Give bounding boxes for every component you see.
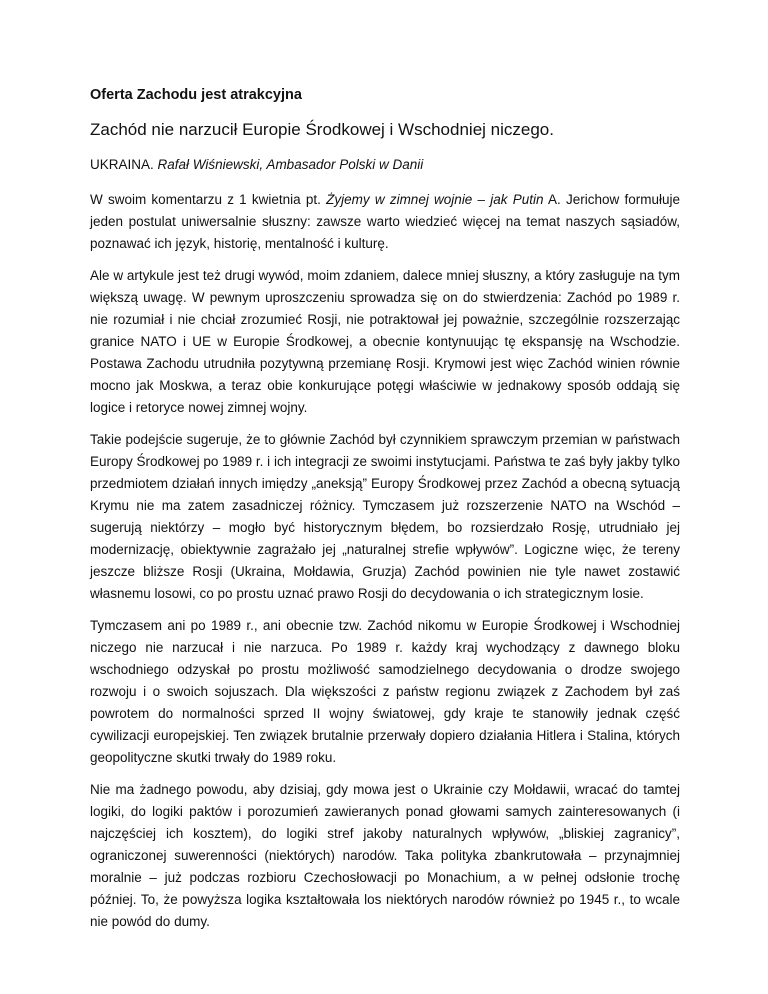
article-heading: Oferta Zachodu jest atrakcyjna bbox=[90, 87, 302, 103]
cited-article-title: Żyjemy w zimnej wojnie – jak Putin bbox=[326, 192, 544, 207]
byline bbox=[90, 155, 680, 175]
article bbox=[90, 85, 680, 943]
paragraph-4: Tymczasem ani po 1989 r., ani obecnie tzw. Zachód nikomu w Europie Środkowej i Wschodniej niczego nie narzucał i nie narzuca. Po 1989 r. każdy kraj wychodzący z dawnego bloku wschodniego odzyskał po prostu możliwość samodzielnego decydowania o drodze swojego rozwoju i o swoich sojuszach. Dla większości z państw regionu związek z Zachodem był zaś powrotem do normalności sprzed II wojny światowej, gdy kraje te stanowiły jednak część cywilizacji europejskiej. Ten związek brutalnie przerwały dopiero działania Hitlera i Stalina, których geopolityczne skutki trwały do 1989 roku. bbox=[90, 618, 680, 765]
byline-author: Rafał Wiśniewski, Ambasador Polski w Danii bbox=[157, 157, 424, 172]
paragraph-1-part-a: W swoim komentarzu z 1 kwietnia pt. bbox=[90, 192, 327, 207]
byline-section: UKRAINA. bbox=[90, 157, 154, 172]
article-subheading: Zachód nie narzucił Europie Środkowej i Wschodniej niczego. bbox=[90, 120, 554, 139]
paragraph-3: Takie podejście sugeruje, że to głównie Zachód był czynnikiem sprawczym przemian w państwach Europy Środkowej po 1989 r. i ich integracji ze swoimi instytucjami. Państwa te zaś były jakby tylko przedmiotem działań innych imiędzy „aneksją” Europy Środkowej przez Zachód a obecną sytuacją Krymu nie ma zatem zasadniczej różnicy. Tymczasem już rozszerzenie NATO na Wschód – sugerują niektórzy – mogło być historycznym błędem, bo rozsierdzało Rosję, utrudniało jej modernizację, obiektywnie zagrażało jej „naturalnej strefie wpływów”. Logiczne więc, że tereny jeszcze bliższe Rosji (Ukraina, Mołdawia, Gruzja) Zachód powinien nie tyle nawet zostawić własnemu losowi, co po prostu uznać prawo Rosji do decydowania o ich strategicznym losie. bbox=[90, 432, 680, 601]
paragraph-5: Nie ma żadnego powodu, aby dzisiaj, gdy mowa jest o Ukrainie czy Mołdawii, wracać do tamtej logiki, do logiki paktów i porozumień zawieranych ponad głowami samych zainteresowanych (i najczęściej ich kosztem), do logiki stref jakoby naturalnych wpływów, „bliskiej zagranicy”, ograniczonej suwerenności (niektórych) narodów. Taka polityka zbankrutowała – przynajmniej moralnie – już podczas rozbioru Czechosłowacji po Monachium, a w pełnej odsłonie trochę później. To, że powyższa logika kształtowała los niektórych narodów również po 1945 r., to wcale nie powód do dumy. bbox=[90, 782, 680, 929]
paragraph-1 bbox=[90, 189, 680, 255]
paragraph-1-part-b: A. Jerichow formułuje jeden postulat uniwersalnie słuszny: zawsze warto wiedzieć więcej na temat naszych sąsiadów, poznawać ich język, historię, mentalność i kulturę. bbox=[90, 192, 680, 251]
paragraph-2: Ale w artykule jest też drugi wywód, moim zdaniem, dalece mniej słuszny, a który zasługuje na tym większą uwagę. W pewnym uproszczeniu sprowadza się on do stwierdzenia: Zachód po 1989 r. nie rozumiał i nie chciał zrozumieć Rosji, nie potraktował jej poważnie, szczególnie rozszerzając granice NATO i UE w Europie Środkowej, a obecnie kontynuując tę ekspansję na Wschodzie. Postawa Zachodu utrudniła pozytywną przemianę Rosji. Krymowi jest więc Zachód winien równie mocno jak Moskwa, a teraz obie konkurujące potęgi właściwie w jednakowy sposób oddają się logice i retoryce nowej zimnej wojny. bbox=[90, 268, 680, 415]
